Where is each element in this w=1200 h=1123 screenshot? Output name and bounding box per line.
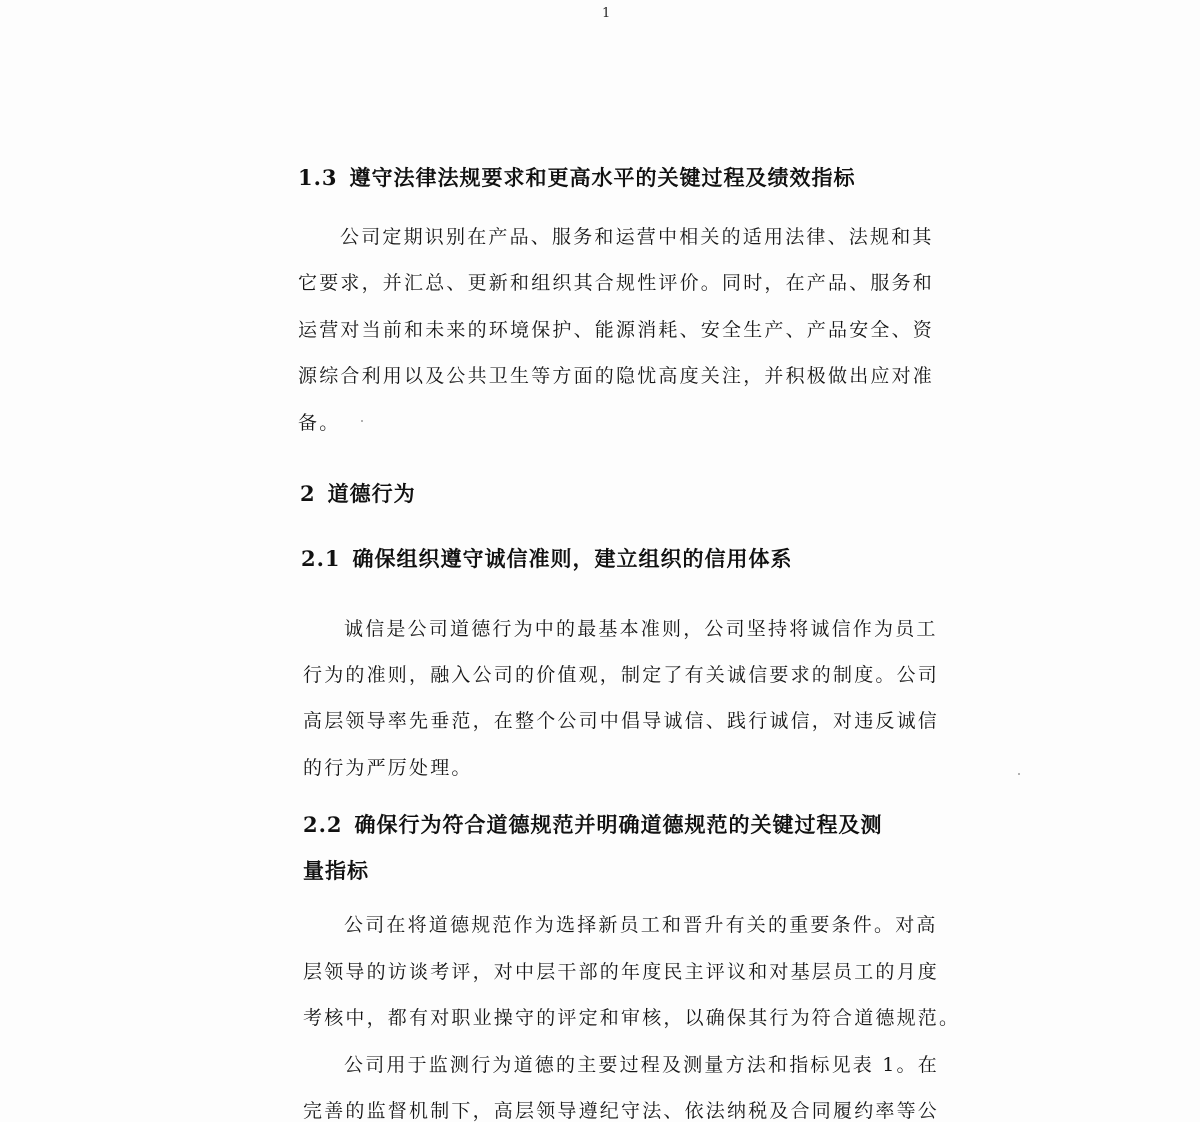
- paragraph-line: 它要求，并汇总、更新和组织其合规性评价。同时，在产品、服务和: [298, 272, 935, 294]
- section-heading-2-2: [303, 809, 883, 839]
- page-number: 1: [602, 6, 611, 21]
- section-heading-2-2-continued: 量指标: [303, 858, 369, 883]
- paragraph-line: 备。: [298, 412, 341, 434]
- paragraph-line: 的行为严厉处理。: [303, 757, 473, 779]
- paragraph-line: 层领导的访谈考评，对中层干部的年度民主评议和对基层员工的月度: [303, 961, 940, 983]
- scan-speck: [361, 420, 363, 422]
- paragraph-line: 诚信是公司道德行为中的最基本准则，公司坚持将诚信作为员工: [344, 618, 938, 640]
- paragraph-line: 高层领导率先垂范，在整个公司中倡导诚信、践行诚信，对违反诚信: [303, 710, 940, 732]
- section-title: 道德行为: [327, 481, 416, 506]
- paragraph-line: 运营对当前和未来的环境保护、能源消耗、安全生产、产品安全、资: [298, 319, 935, 341]
- section-title: 确保行为符合道德规范并明确道德规范的关键过程及测: [354, 812, 883, 837]
- scan-speck: [1018, 773, 1020, 775]
- section-heading-2-1: [301, 543, 793, 573]
- section-number: 2: [300, 481, 316, 506]
- section-title: 确保组织遵守诚信准则，建立组织的信用体系: [352, 546, 793, 571]
- paragraph-line: 公司用于监测行为道德的主要过程及测量方法和指标见表 1。在: [344, 1054, 939, 1076]
- paragraph-line: 考核中，都有对职业操守的评定和审核，以确保其行为符合道德规范。: [303, 1007, 961, 1029]
- paragraph-line: 公司定期识别在产品、服务和运营中相关的适用法律、法规和其: [340, 226, 934, 248]
- section-number: 2.2: [303, 812, 343, 837]
- section-heading-2: [300, 478, 416, 508]
- section-number: 1.3: [298, 165, 338, 190]
- section-heading-1-3: [298, 162, 856, 192]
- paragraph-line: 完善的监督机制下，高层领导遵纪守法、依法纳税及合同履约率等公: [303, 1100, 940, 1122]
- section-title: 遵守法律法规要求和更高水平的关键过程及绩效指标: [349, 165, 856, 190]
- section-number: 2.1: [301, 546, 341, 571]
- paragraph-line: 公司在将道德规范作为选择新员工和晋升有关的重要条件。对高: [344, 914, 938, 936]
- paragraph-line: 源综合利用以及公共卫生等方面的隐忧高度关注，并积极做出应对准: [298, 365, 935, 387]
- paragraph-line: 行为的准则，融入公司的价值观，制定了有关诚信要求的制度。公司: [303, 664, 940, 686]
